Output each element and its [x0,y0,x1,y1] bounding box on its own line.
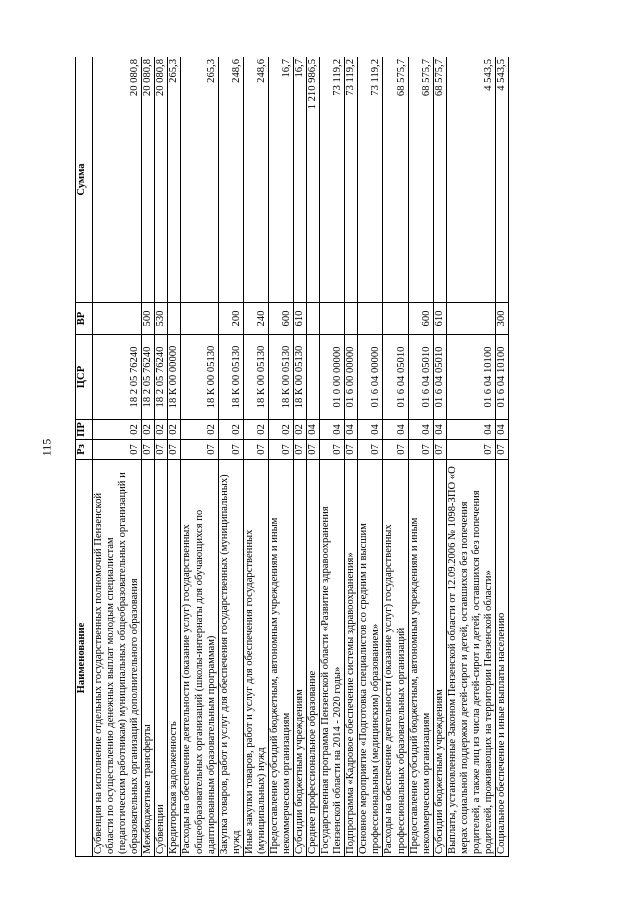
cell-vr [383,303,408,335]
table-row [243,57,268,857]
cell-sum: 16,7 [294,57,307,303]
cell-pr: 04 [496,420,509,440]
table-row [307,57,320,857]
header-vr: ВР [76,303,93,335]
cell-sum: 20 080,8 [155,57,168,303]
table-row [345,57,358,857]
cell-rz: 07 [93,440,142,460]
table-row [142,57,155,857]
table-row [93,57,142,857]
cell-name: Закупка товаров, работ и услуг для обеспечения государственных (муниципальных) нужд [218,460,243,857]
table-row [383,57,408,857]
header-csr: ЦСР [76,335,93,420]
cell-sum: 248,6 [243,57,268,303]
cell-csr: 01 6 04 05010 [408,335,433,420]
cell-csr: 01 6 00 00000 [345,335,358,420]
header-pr: ПР [76,420,93,440]
cell-rz: 07 [268,440,293,460]
cell-sum: 4 543,5 [446,57,495,303]
table-row [358,57,383,857]
cell-rz: 07 [383,440,408,460]
cell-name: Субвенция на исполнение отдельных государственных полномочий Пензенской области по осуществлению денежных выплат молодым специалистам (педагогическим работникам) муниципальных общеобразовательных организаций и образовательных организаций дополнительного образования [93,460,142,857]
cell-sum: 248,6 [218,57,243,303]
cell-vr [345,303,358,335]
cell-pr: 04 [433,420,446,440]
cell-rz: 07 [181,440,218,460]
cell-csr: 18 К 00 05130 [294,335,307,420]
cell-pr: 04 [345,420,358,440]
header-name: Наименование [76,460,93,857]
cell-name: Подпрограмма «Кадровое обеспечение системы здравоохранения» [345,460,358,857]
cell-vr [358,303,383,335]
cell-rz: 07 [496,440,509,460]
cell-name: Субсидии бюджетным учреждениям [433,460,446,857]
header-rz: Рз [76,440,93,460]
cell-sum: 1 210 986,5 [307,57,320,303]
cell-csr: 01 6 04 05010 [383,335,408,420]
cell-csr: 01 6 04 10100 [496,335,509,420]
cell-vr: 300 [496,303,509,335]
cell-sum: 16,7 [268,57,293,303]
cell-csr: 18 2 05 76240 [155,335,168,420]
cell-pr: 02 [294,420,307,440]
cell-vr: 200 [218,303,243,335]
table-row [218,57,243,857]
table-row [155,57,168,857]
cell-csr: 18 К 00 00000 [168,335,181,420]
cell-name: Субвенции [155,460,168,857]
cell-name: Государственная программа Пензенской области «Развитие здравоохранения Пензенской области на 2014 - 2020 годы» [320,460,345,857]
cell-vr [181,303,218,335]
table-row [181,57,218,857]
table-row [408,57,433,857]
cell-rz: 07 [218,440,243,460]
table-row [268,57,293,857]
table-row [446,57,495,857]
table-row [496,57,509,857]
cell-name: Среднее профессиональное образование [307,460,320,857]
cell-vr [168,303,181,335]
cell-pr: 04 [358,420,383,440]
cell-rz: 07 [446,440,495,460]
budget-table [75,57,509,857]
cell-csr [307,335,320,420]
cell-vr: 600 [268,303,293,335]
cell-sum: 20 080,8 [93,57,142,303]
cell-sum: 20 080,8 [142,57,155,303]
cell-pr: 02 [243,420,268,440]
table-row [320,57,345,857]
cell-rz: 07 [345,440,358,460]
cell-name: Социальное обеспечение и иные выплаты населению [496,460,509,857]
budget-table-container [75,57,577,857]
cell-vr [446,303,495,335]
cell-rz: 07 [294,440,307,460]
table-row [433,57,446,857]
cell-sum: 4 543,5 [496,57,509,303]
cell-pr: 02 [218,420,243,440]
cell-pr: 02 [168,420,181,440]
cell-vr: 610 [433,303,446,335]
cell-pr: 04 [383,420,408,440]
cell-rz: 07 [243,440,268,460]
cell-csr: 18 К 00 05130 [181,335,218,420]
cell-name: Расходы на обеспечение деятельности (оказание услуг) государственных профессиональных образовательных организаций [383,460,408,857]
cell-rz: 07 [320,440,345,460]
cell-csr: 18 2 05 76240 [142,335,155,420]
cell-csr: 18 К 00 05130 [268,335,293,420]
cell-sum: 68 575,7 [433,57,446,303]
cell-name: Кредиторская задолженность [168,460,181,857]
cell-csr: 18 К 00 05130 [218,335,243,420]
cell-pr: 02 [142,420,155,440]
cell-sum: 73 119,2 [320,57,345,303]
cell-sum: 68 575,7 [383,57,408,303]
cell-pr: 02 [93,420,142,440]
cell-name: Межбюджетные трансферты [142,460,155,857]
cell-csr: 01 6 04 00000 [358,335,383,420]
cell-pr: 04 [307,420,320,440]
cell-vr: 610 [294,303,307,335]
cell-csr: 18 К 00 05130 [243,335,268,420]
cell-name: Основное мероприятие «Подготовка специалистов со средним и высшим профессиональным (медицинским) образованием» [358,460,383,857]
cell-rz: 07 [142,440,155,460]
cell-vr [93,303,142,335]
cell-rz: 07 [408,440,433,460]
cell-name: Предоставление субсидий бюджетным, автономным учреждениям и иным некоммерческим организациям [408,460,433,857]
cell-csr: 18 2 05 76240 [93,335,142,420]
cell-sum: 73 119,2 [358,57,383,303]
cell-rz: 07 [155,440,168,460]
cell-vr: 240 [243,303,268,335]
cell-pr: 04 [446,420,495,440]
cell-rz: 07 [307,440,320,460]
cell-pr: 02 [268,420,293,440]
cell-csr: 01 6 04 05010 [433,335,446,420]
cell-sum: 265,3 [181,57,218,303]
cell-csr: 01 0 00 00000 [320,335,345,420]
header-sum: Сумма [76,57,93,303]
table-row [168,57,181,857]
table-row [294,57,307,857]
cell-pr: 02 [155,420,168,440]
cell-sum: 73 119,2 [345,57,358,303]
cell-name: Иные закупки товаров, работ и услуг для обеспечения государственных (муниципальных) нужд [243,460,268,857]
cell-name: Субсидии бюджетным учреждениям [294,460,307,857]
cell-sum: 265,3 [168,57,181,303]
cell-pr: 04 [408,420,433,440]
page-number: 115 [39,438,54,457]
cell-pr: 02 [181,420,218,440]
cell-pr: 04 [320,420,345,440]
cell-rz: 07 [433,440,446,460]
cell-rz: 07 [358,440,383,460]
cell-name: Выплаты, установленные Законом Пензенской области от 12.09.2006 № 1098-ЗПО «О мерах социальной поддержки детей-сирот и детей, оставшихся без попечения родителей, а также лиц из числа детей-сирот и детей, оставшихся без попечения родителей, проживающих на территории Пензенской области» [446,460,495,857]
cell-vr [320,303,345,335]
cell-sum: 68 575,7 [408,57,433,303]
cell-vr: 530 [155,303,168,335]
cell-vr: 500 [142,303,155,335]
cell-vr: 600 [408,303,433,335]
rotated-page-area [75,57,577,857]
cell-vr [307,303,320,335]
cell-rz: 07 [168,440,181,460]
table-header-row [76,57,93,857]
cell-csr: 01 6 04 10100 [446,335,495,420]
cell-name: Расходы на обеспечение деятельности (оказание услуг) государственных общеобразовательных организаций (школы-интернаты для обучающихся по адаптированным образовательным программам) [181,460,218,857]
cell-name: Предоставление субсидий бюджетным, автономным учреждениям и иным некоммерческим организациям [268,460,293,857]
